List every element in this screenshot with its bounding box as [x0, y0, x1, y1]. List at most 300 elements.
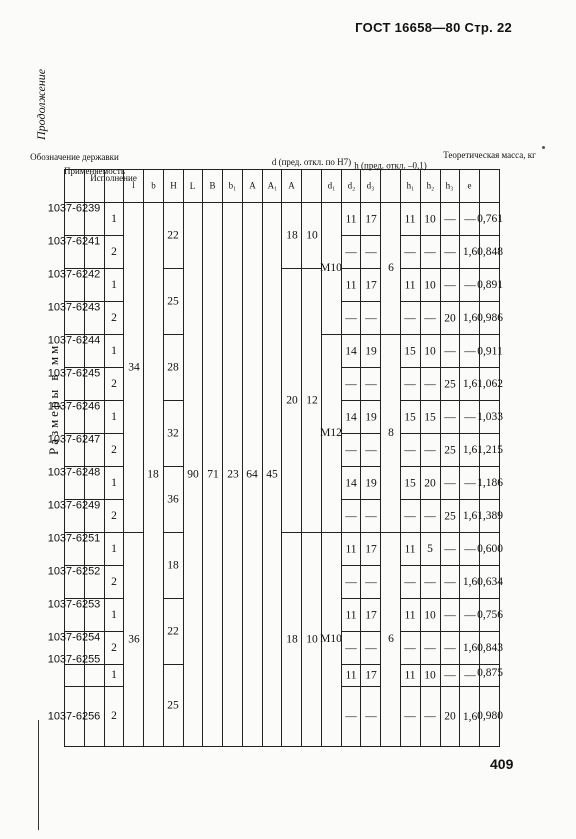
cell-h1: [401, 269, 421, 302]
cell-d3: [341, 467, 361, 500]
cell-h2: [420, 500, 440, 533]
cell-h3: [440, 599, 460, 632]
cell-des: [48, 268, 101, 302]
cell-d2-text: —: [365, 246, 377, 258]
cell-d2-text: 17: [365, 279, 377, 291]
cell-h-text: 6: [387, 262, 394, 275]
cell-d2: [361, 533, 381, 566]
prop-row-B: [203, 5, 223, 747]
cell-m-text: 0,911: [476, 345, 503, 358]
margin-line: [38, 720, 39, 830]
cell-h-text: 8: [387, 427, 394, 440]
prop-row-h1: [401, 5, 421, 747]
cell-h1-text: 11: [404, 669, 416, 682]
cell-m: [476, 335, 503, 368]
prop-row-b: [144, 5, 164, 747]
cell-d1: [321, 533, 341, 747]
cell-h3-text: —: [444, 669, 456, 682]
cell-d2: [361, 687, 381, 747]
header-A1-text: A₁: [267, 180, 277, 191]
cell-des-text: 1037-6254: [48, 631, 101, 644]
cell-ver-text: 2: [111, 312, 117, 324]
cell-ver-text: 2: [111, 378, 117, 390]
header-d1-text: d₁: [327, 180, 336, 191]
cell-h1: [401, 434, 421, 467]
cell-h1-text: —: [404, 710, 417, 723]
cell-h2-text: 10: [424, 345, 436, 357]
cell-h3-text: —: [444, 642, 456, 654]
cell-d3-text: —: [345, 510, 357, 522]
cell-ver: [104, 236, 124, 269]
cell-H: [163, 269, 183, 335]
cell-d: [302, 533, 322, 747]
cell-h3: [440, 302, 460, 335]
cell-ver: [104, 687, 124, 747]
cell-h1-text: —: [404, 444, 417, 456]
cell-des: [48, 367, 101, 401]
cell-H: [163, 203, 183, 269]
header-h-text: h (пред. откл. –0,1): [354, 160, 427, 171]
cell-h1: [401, 335, 421, 368]
cell-H-text: 22: [167, 625, 179, 638]
cell-des: [48, 400, 101, 434]
cell-des: [48, 433, 101, 467]
cell-d3: [341, 269, 361, 302]
cell-A1-text: 45: [266, 468, 278, 481]
cell-e-text: 1,6: [462, 576, 477, 588]
cell-d2-text: 19: [365, 477, 377, 489]
cell-h3: [440, 335, 460, 368]
cell-B: [203, 203, 223, 747]
cell-d2: [361, 632, 381, 665]
cell-h3: [440, 368, 460, 401]
prop-row-h3: [440, 5, 460, 747]
cell-des-text: 1037-6251: [48, 532, 101, 545]
prop-row-d: [302, 5, 322, 747]
cell-h3-text: —: [444, 213, 456, 225]
cell-des: [48, 532, 101, 566]
cell-e-text: —: [463, 279, 476, 291]
header-L-text: L: [190, 180, 196, 191]
cell-H-text: 22: [167, 229, 179, 242]
prop-row-A1: [262, 5, 282, 747]
cell-h2-text: 15: [424, 411, 436, 423]
cell-H-text: 25: [167, 295, 179, 308]
cell-e-text: —: [463, 411, 476, 423]
cell-d2-text: —: [365, 642, 377, 654]
cell-d3: [341, 368, 361, 401]
cell-d2: [361, 500, 381, 533]
cell-h3-text: 25: [444, 444, 456, 456]
cell-A1: [262, 203, 282, 747]
header-d-text: d (пред. откл. по H7): [271, 156, 352, 167]
cell-d3-text: 11: [345, 669, 357, 682]
cell-e-text: 1,6: [462, 642, 477, 654]
cell-h1-text: 11: [404, 543, 416, 556]
cell-ver: [104, 632, 124, 665]
cell-H-text: 18: [167, 559, 179, 572]
cell-A-inner: [282, 533, 302, 747]
header-h3-text: h₃: [446, 180, 454, 191]
cell-b-text: 18: [147, 468, 160, 481]
prop-row-b1: [223, 5, 243, 747]
header-b1-text: b₁: [228, 180, 237, 191]
cell-d3-text: 11: [345, 609, 357, 622]
cell-des-text: 1037-6239: [48, 202, 101, 215]
cell-d2: [361, 368, 381, 401]
cell-m: [476, 236, 503, 269]
cell-ver-text: 2: [111, 576, 117, 588]
cell-e-text: —: [463, 669, 476, 682]
header-H-text: H: [169, 180, 177, 191]
cell-ver-text: 1: [111, 279, 117, 291]
cell-m: [476, 566, 503, 599]
cell-h1-text: —: [404, 642, 417, 654]
cell-h2-text: 10: [424, 669, 436, 682]
cell-l: [124, 533, 144, 747]
cell-A-inner-text: 20: [286, 394, 298, 407]
cell-H: [163, 335, 183, 401]
cell-h1: [401, 632, 421, 665]
cell-h1-text: —: [404, 510, 417, 522]
cell-h-text: 6: [387, 633, 394, 646]
cell-ver: [104, 269, 124, 302]
prop-row-L: [183, 5, 203, 747]
cell-m-text: 0,875: [476, 667, 503, 680]
prop-row-d1: [321, 5, 341, 747]
cell-h1: [401, 566, 421, 599]
cell-d2-text: —: [365, 444, 377, 456]
cell-des-text: 1037-6252: [48, 565, 101, 578]
cell-h2-text: 10: [424, 279, 436, 291]
cell-ver: [104, 203, 124, 236]
cell-h1: [401, 203, 421, 236]
cell-des: [48, 235, 101, 269]
cell-m-text: 1,215: [476, 444, 503, 456]
cell-ver: [104, 665, 124, 687]
header-d3: [341, 170, 361, 203]
cell-m: [476, 533, 503, 566]
header-ver: [90, 170, 138, 203]
cell-h2-text: 10: [424, 213, 436, 225]
cell-h2: [420, 434, 440, 467]
cell-h2: [420, 269, 440, 302]
cell-des-text: 1037-6255: [48, 653, 101, 666]
cell-des-text: 1037-6248: [48, 466, 101, 479]
cell-des-text: 1037-6244: [48, 334, 101, 347]
header-A: [242, 170, 262, 203]
header-ver-text: Исполнение: [90, 173, 138, 184]
cell-h2-text: —: [424, 510, 436, 522]
cell-b: [144, 203, 164, 747]
cell-h1-text: —: [404, 246, 417, 258]
header-h3: [440, 170, 460, 203]
cell-m: [476, 368, 503, 401]
cell-d2: [361, 269, 381, 302]
cell-d3-text: 14: [345, 345, 357, 357]
cell-des: [48, 687, 101, 747]
cell-d2-text: —: [365, 510, 377, 522]
cell-m-text: 0,843: [476, 642, 503, 654]
cell-m-text: 0,848: [476, 246, 503, 258]
prop-row-d2: [361, 5, 381, 747]
cell-ver: [104, 335, 124, 368]
cell-h3: [440, 269, 460, 302]
cell-ver: [104, 434, 124, 467]
cell-l-text: 34: [127, 361, 140, 374]
cell-h1: [401, 401, 421, 434]
cell-m: [476, 434, 503, 467]
cell-d2-text: 17: [365, 669, 377, 682]
cell-h2: [420, 566, 440, 599]
header-L: [183, 170, 203, 203]
header-d1: [321, 170, 341, 203]
header-l-text: l: [132, 180, 135, 191]
cell-H: [163, 467, 183, 533]
prop-row-ver: [104, 5, 124, 747]
cell-L-text: 90: [187, 468, 199, 481]
cell-d2-text: —: [365, 576, 377, 588]
cell-m-text: 0,980: [476, 710, 503, 723]
cell-d3-text: —: [345, 246, 357, 258]
cell-e-text: 1,6: [462, 510, 477, 522]
cell-h3: [440, 632, 460, 665]
cell-d: [302, 269, 322, 533]
prop-row-A: [242, 5, 262, 747]
cell-des: [48, 301, 101, 335]
cell-d2-text: —: [365, 312, 377, 324]
header-A-inner-text: A: [288, 180, 296, 191]
cell-d2-text: 17: [365, 609, 377, 621]
scan-speck: [542, 146, 545, 149]
cell-h2: [420, 335, 440, 368]
header-des-text: Обозначение державки: [30, 152, 119, 163]
cell-H-text: 28: [167, 361, 179, 374]
cell-m: [476, 500, 503, 533]
cell-des: [48, 202, 101, 236]
cell-h2-text: —: [424, 246, 436, 258]
cell-H-text: 32: [167, 427, 179, 440]
cell-des-text: 1037-6243: [48, 301, 101, 314]
cell-h3-text: 25: [444, 378, 456, 390]
cell-h3-text: —: [444, 411, 456, 423]
cell-h1: [401, 236, 421, 269]
cell-des-text: 1037-6245: [48, 367, 101, 380]
cell-h2: [420, 533, 440, 566]
prop-row-des: [65, 5, 85, 747]
header-A-text: A: [249, 180, 256, 191]
cell-h2-text: —: [424, 312, 436, 324]
cell-d: [302, 203, 322, 269]
cell-h3: [440, 500, 460, 533]
cell-m-text: 1,186: [476, 477, 503, 489]
cell-e-text: 1,6: [462, 444, 477, 456]
cell-d3-text: —: [345, 378, 357, 390]
cell-h1-text: 11: [404, 213, 416, 226]
cell-d-text: 10: [305, 633, 318, 646]
cell-d3-text: 11: [345, 543, 357, 556]
header-A-inner: [282, 170, 302, 203]
cell-d1-text: M10: [320, 633, 343, 646]
cell-d1-text: M10: [320, 262, 343, 275]
prop-row-A-inner: [282, 5, 302, 747]
cell-m: [476, 203, 503, 236]
cell-d2: [361, 401, 381, 434]
cell-h3: [440, 533, 460, 566]
cell-h2: [420, 599, 440, 632]
prop-row-d3: [341, 5, 361, 747]
cell-h3: [440, 236, 460, 269]
cell-h1: [401, 599, 421, 632]
cell-des-text: 1037-6247: [48, 433, 101, 446]
cell-h3-text: —: [444, 543, 456, 555]
cell-h: [381, 203, 401, 335]
cell-d2: [361, 467, 381, 500]
cell-m: [476, 599, 503, 632]
page-number: 409: [490, 756, 514, 772]
cell-d2-text: 17: [365, 543, 377, 555]
cell-d3: [341, 566, 361, 599]
cell-d-text: 10: [305, 229, 318, 242]
cell-m-text: 0,986: [476, 312, 503, 324]
cell-h2-text: 5: [427, 543, 434, 555]
cell-h3-text: —: [444, 345, 456, 357]
header-h1: [401, 170, 421, 203]
cell-H: [163, 401, 183, 467]
cell-m-text: 0,634: [476, 576, 503, 588]
cell-ver-text: 2: [111, 444, 117, 456]
cell-h: [381, 533, 401, 747]
header-h2: [420, 170, 440, 203]
header-A1: [262, 170, 282, 203]
cell-L: [183, 203, 203, 747]
cell-des-text: 1037-6256: [48, 710, 101, 723]
cell-h1-text: 15: [404, 477, 417, 489]
cell-h1-text: 15: [404, 345, 417, 357]
cell-b1-text: 23: [226, 468, 239, 481]
cell-l: [124, 203, 144, 533]
prop-row-H: [163, 5, 183, 747]
cell-d3: [341, 533, 361, 566]
cell-h3-text: 20: [444, 710, 456, 723]
cell-m: [476, 401, 503, 434]
header-b-text: b: [151, 180, 156, 191]
cell-h2-text: —: [424, 642, 436, 654]
cell-H-text: 25: [167, 699, 179, 712]
cell-h3: [440, 687, 460, 747]
cell-m-text: 1,389: [476, 510, 503, 522]
cell-e-text: 1,6: [462, 378, 477, 390]
cell-des-text: 1037-6242: [48, 268, 101, 281]
cell-h3-text: —: [444, 609, 456, 621]
cell-h1: [401, 368, 421, 401]
cell-m-text: 1,062: [476, 378, 503, 390]
cell-ver: [104, 302, 124, 335]
prop-row-e: [460, 5, 480, 747]
cell-d3: [341, 401, 361, 434]
header-B: [203, 170, 223, 203]
cell-h1-text: —: [404, 378, 417, 390]
prop-row-h2: [420, 5, 440, 747]
cell-A-inner: [282, 269, 302, 533]
cell-e-text: —: [463, 213, 476, 225]
cell-h3-text: —: [444, 576, 456, 588]
cell-h2: [420, 368, 440, 401]
page-header: ГОСТ 16658—80 Стр. 22: [355, 20, 512, 35]
header-H: [163, 170, 183, 203]
cell-h3: [440, 434, 460, 467]
header-e: [460, 170, 480, 203]
cell-ver: [104, 599, 124, 632]
cell-d2: [361, 203, 381, 236]
cell-des: [48, 598, 101, 632]
cell-ver-text: 1: [111, 213, 117, 225]
cell-h2-text: —: [424, 576, 436, 588]
cell-des: [48, 499, 101, 533]
cell-d3: [341, 302, 361, 335]
cell-m: [476, 665, 503, 687]
cell-e-text: 1,6: [462, 312, 477, 324]
header-d3-text: d₂: [347, 180, 355, 191]
header-b1: [223, 170, 243, 203]
cell-h3: [440, 566, 460, 599]
cell-des-text: 1037-6246: [48, 400, 101, 413]
cell-d3: [341, 335, 361, 368]
header-d2-text: d₃: [367, 180, 375, 191]
cell-d1: [321, 335, 341, 533]
cell-ver: [104, 467, 124, 500]
cell-h2: [420, 665, 440, 687]
cell-h1-text: —: [404, 312, 417, 324]
cell-m-text: 0,891: [476, 279, 503, 291]
prop-row-l: [124, 5, 144, 747]
cell-d3-text: —: [345, 576, 357, 588]
cell-h2: [420, 236, 440, 269]
cell-h1: [401, 467, 421, 500]
cell-h3: [440, 203, 460, 236]
cell-d1: [321, 203, 341, 335]
cell-h2-text: 20: [424, 477, 436, 489]
header-e-text: e: [467, 180, 472, 191]
cell-h1-text: 11: [404, 609, 416, 622]
cell-m: [476, 687, 503, 747]
cell-h2: [420, 401, 440, 434]
header-m-text: Теоретическая масса, кг: [443, 150, 536, 161]
prop-row-m: [480, 5, 500, 747]
cell-d2: [361, 599, 381, 632]
cell-m: [476, 632, 503, 665]
cell-H: [163, 599, 183, 665]
cell-ver-text: 1: [111, 669, 117, 682]
cell-h1: [401, 533, 421, 566]
cell-ver-text: 1: [111, 345, 117, 357]
cell-m: [476, 302, 503, 335]
cell-e-text: —: [463, 477, 476, 489]
cell-A-inner-text: 18: [286, 229, 298, 242]
cell-h2: [420, 203, 440, 236]
cell-e-text: —: [463, 543, 476, 555]
cell-d2: [361, 236, 381, 269]
cell-ver: [104, 500, 124, 533]
header-app-text: Применяемость: [63, 166, 125, 177]
cell-H: [163, 665, 183, 747]
header-h1-text: h₁: [406, 180, 415, 191]
cell-d3-text: 14: [345, 411, 357, 423]
continuation-label: Продолжение: [34, 68, 48, 140]
cell-m-text: 1,033: [476, 411, 503, 423]
cell-ver: [104, 566, 124, 599]
cell-h2: [420, 632, 440, 665]
